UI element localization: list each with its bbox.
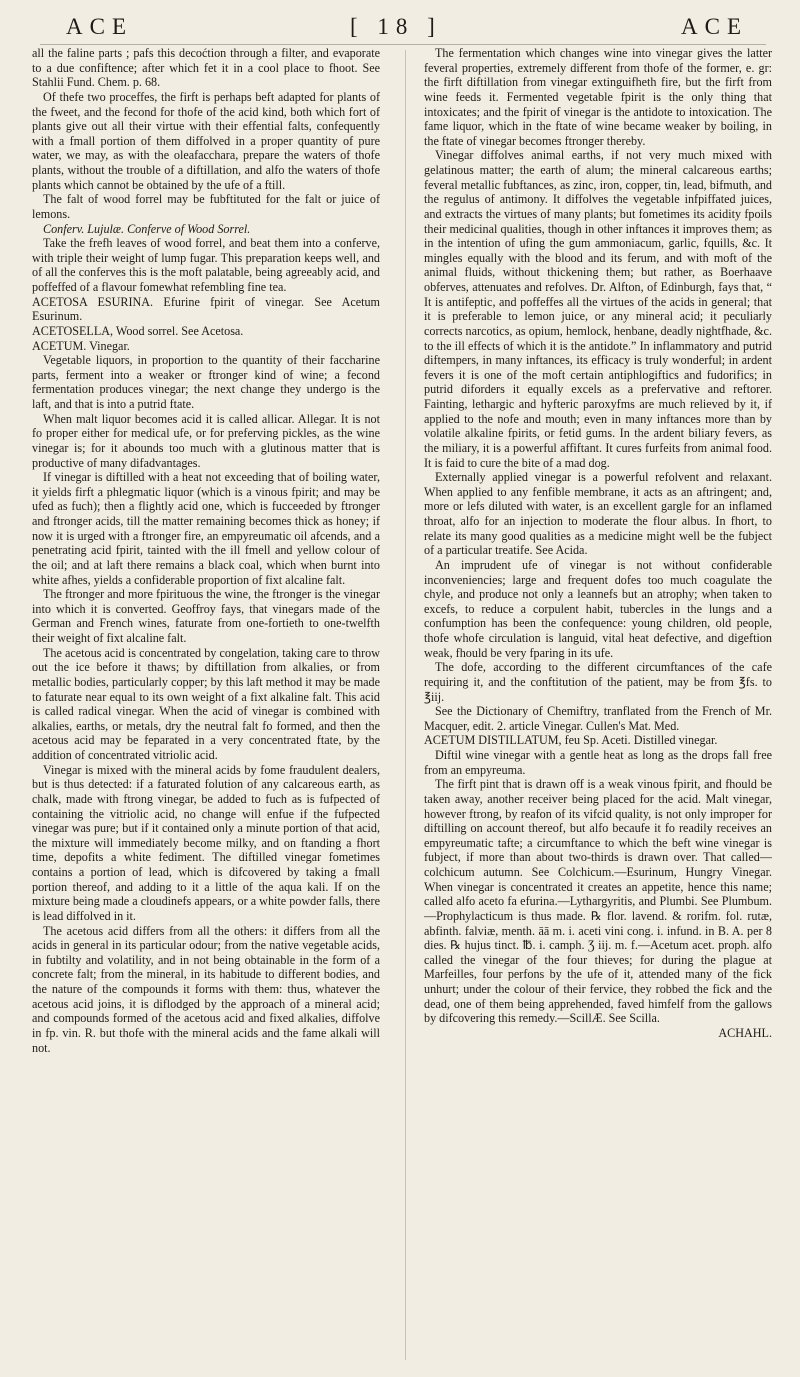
paragraph: Externally applied vinegar is a powerful refolvent and relaxant. When applied to any fenfible membrane, it acts as an aftringent; and, more or lefs diluted with water, is an excellent gargle for an inflamed throat, alfo for an injection to moderate the flour albus. In fhort, to relate its many good qualities as a medicine might well be the fubject of a particular treatife. See Acida.	[424, 470, 772, 558]
paragraph: The acetous acid is concentrated by congelation, taking care to throw out the ice before it thaws; by diftillation from alkalies, or from metallic bodies, particularly copper; by this laft method it may be made to faturate near equal to its own weight of a fixt alkaline falt. This acid is called radical vinegar. When the acid of vinegar is combined with alkalies, earths, or metals, dry the neutral falt fo formed, and then the acetous acid may be feparated in a very concentrated ftate, by the addition of concentrated vitriolic acid.	[32, 645, 380, 762]
entry-heading: ACETUM DISTILLATUM, feu Sp. Aceti. Distilled vinegar.	[424, 733, 718, 748]
paragraph: Vinegar diffolves animal earths, if not very much mixed with gelatinous matter; the earth of alum; the mineral calcareous earths; feveral metallic fubftances, as zinc, iron, copper, tin, lead, bifmuth, and the regulus of antimony. It diffolves the vegetable infpiffated juices, and extracts the virtues of many plants; but fometimes its acidity fpoils their medicinal qualities, though in other inftances it improves them; as in the intention of ufing the gum ammoniacum, garlic, fquills, &c. It mingles equally with the blood and its ferum, and with moft of the animal fluids, without thickening them; but rather, as Boerhaave obferves, attenuates and refolves. Dr. Alfton, of Edinburgh, fays that, “ It is antifeptic, and poffeffes all the virtues of the acids in general; that it is preferable to lemon juice, or any mineral acid; it peculiarly corrects narcotics, as opium, hemlock, henbane, deadly nightfhade, &c. to the ill effects of which it is the antidote.” In inflammatory and putrid diftempers, in many inftances, its efficacy is truly wonderful; in ardent fevers it is one of the moft certain antiphlogiftics and fudorifics; in putrid diforders it equally excels as a prefervative and reftorer. Fainting, lethargic and hyfteric paroxyfms are much relieved by it, if applied to the nofe and mouth; even in many inftances more than by volatile alkaline fpirits, or fetid gums. In the ardent biliary fevers, as the miliary, it is a powerful affiftant. It cures furfeits from animal food. It is faid to cure the bite of a mad dog.	[424, 148, 772, 470]
paragraph: An imprudent ufe of vinegar is not without confiderable inconveniencies; large and frequent dofes too much coagulate the chyle, and produce not only a leannefs but an atrophy; when taken to excefs, to reduce a corpulent habit, tubercles in the lungs and a confumption has been the confequence: young children, old people, thofe whofe circulation is languid, vital heat defective, and digeftion weak, fhould be very fparing in its ufe.	[424, 557, 772, 660]
entry-heading: ACETUM. Vinegar.	[32, 338, 130, 353]
paragraph: Of thefe two proceffes, the firft is perhaps beft adapted for plants of the fweet, and the fecond for thofe of the acid kind, both which fort of plants give out all their virtue with their effential falts, confequently with a fmall portion of them diffolved in a proper quantity of pure water, we may, as with the oleafacchara, prepare the waters of thofe plants, without the trouble of a diftillation, and alfo the waters of thofe plants which cannot be obtained by the ufe of a ftill.	[32, 89, 380, 192]
paragraph: The ftronger and more fpirituous the wine, the ftronger is the vinegar into which it is converted. Geoffroy fays, that vinegars made of the German and French wines, faturate from one-fortieth to one-twelfth their weight of fixt alcaline falt.	[32, 587, 380, 645]
left-column	[32, 46, 380, 1366]
paragraph: The firft pint that is drawn off is a weak vinous fpirit, and fhould be taken away, another receiver being placed for the acid. Malt vinegar, however ftrong, by reafon of its vifcid quality, is not only improper for diftilling on account thereof, but alfo becaufe it fo readily receives an empyreumatic tafte; a circumftance to which the beft wine vinegar is fubject, if more than about two-thirds is drawn over. That called—colchicum autumn. See Colchicum.—Esurinum, Hungry Vinegar. When vinegar is concentrated it creates an appetite, hence this name; called alfo aceto fa efurina.—Lythargyritis, and Plumbi. See Plumbum.—Prophylacticum is thus made. ℞ flor. lavend. & rorifm. fol. rutæ, abfinth. falviæ, menth. āā m. i. aceti vini cong. i. infund. in B. A. per 8 dies. ℞ hujus tinct. ℔. i. camph. Ʒ iij. m. f.—Acetum acet. proph. alfo called the vinegar of the four thieves; for during the plague at Marfeilles, four perfons by the ufe of it, attended many of the fick unhurt; under the colour of their fervice, they robbed the fick and the dead, one of them being apprehended, faved himfelf from the gallows by difcovering this remedy.—ScillÆ. See Scilla.	[424, 777, 772, 1026]
paragraph: The acetous acid differs from all the others: it differs from all the acids in general in its particular odour; from the native vegetable acids, in fubtilty and volatility, and in not being obtainable in the form of a concrete falt; from the mineral, in its habitude to different bodies, and the nature of the compounds it forms with them: thus, whatever the acetous acid joins, it is diflodged by the approach of a mineral acid; and compounds formed of the acetous acid and fixed alkalies, diffolve in fp. vin. R. but thofe with the mineral acids and the fame alkali will not.	[32, 923, 380, 1055]
paragraph: Diftil wine vinegar with a gentle heat as long as the drops fall free from an empyreuma.	[424, 748, 772, 777]
paragraph: Vinegar is mixed with the mineral acids by fome fraudulent dealers, but is thus detected: if a faturated folution of any calcareous earth, as chalk, made with ftrong vinegar, be added to fuch as is fufpected of containing the vitriolic acid, no change will enfue if the fufpected vinegar was pure; but if it contained only a minute portion of that acid, the mixture will immediately become milky, and on ftanding a fhort time, depofits a white fediment. The diftilled vinegar fometimes contains a portion of lead, which is difcovered by taking a fmall portion thereof, and adding to it a little of the aqua kali. If on the mixture being made a cloudinefs appears, or a white powder falls, there is lead diffolved in it.	[32, 762, 380, 923]
header-rule	[40, 44, 766, 45]
header-left-word: ACE	[66, 14, 133, 39]
entry-heading: ACETOSELLA, Wood sorrel. See Acetosa.	[32, 323, 244, 338]
paragraph: The fermentation which changes wine into vinegar gives the latter feveral properties, extremely different from thofe of the former, e. gr: the firft diftillation from vinegar extinguifheth fire, but the firft from wine feeds it. Fermented vegetable fpirit is the only thing that intoxicates; and the fpirit of vinegar is the antidote to intoxication. The fame liquor, which in the ftate of wine became weaker by boiling, in the ftate of vinegar becomes ftronger thereby.	[424, 46, 772, 148]
page-number: [ 18 ]	[350, 14, 442, 39]
column-divider	[405, 50, 406, 1360]
right-column	[424, 46, 772, 1366]
running-header	[32, 14, 768, 48]
subheading: Conferv. Lujulæ. Conferve of Wood Sorrel.	[43, 221, 251, 236]
entry-heading: ACETOSA ESURINA. Efurine fpirit of vinegar. See Acetum Esurinum.	[32, 294, 380, 324]
paragraph: When malt liquor becomes acid it is called allicar. Allegar. It is not fo proper either for medical ufe, or for preferving pickles, as the wine vinegar is; for it abounds too much with a glutinous matter that is productive of many difadvantages.	[32, 411, 380, 470]
paragraph: Vegetable liquors, in proportion to the quantity of their faccharine parts, ferment into a weaker or ftronger kind of wine; a fecond fermentation produces vinegar; the next change they undergo is the laft, and that is into a putrid ftate.	[32, 353, 380, 411]
paragraph: The falt of wood forrel may be fubftituted for the falt or juice of lemons.	[32, 192, 380, 221]
catchword: ACHAHL.	[718, 1025, 772, 1040]
paragraph: If vinegar is diftilled with a heat not exceeding that of boiling water, it yields firft a phlegmatic liquor (which is a vinous fpirit; and may be ufed as fuch); then a flightly acid one, which is fucceeded by ftronger and ftronger acids, till the matter remaining becomes thick as honey; if now it is urged with a ftronger fire, an empyreumatic oil afcends, and a penetrating acid fpirit, tainted with the ill fmell and yellow colour of the oil; and at laft there remains a black coal, which when burnt into white afhes, yields a confiderable proportion of fixt alcaline falt.	[32, 470, 380, 587]
paragraph: The dofe, according to the different circumftances of the cafe requiring it, and the conftitution of the patient, may be from ℥fs. to ℥iij.	[424, 660, 772, 704]
paragraph: See the Dictionary of Chemiftry, tranflated from the French of Mr. Macquer, edit. 2. article Vinegar. Cullen's Mat. Med.	[424, 704, 772, 733]
paragraph: Take the frefh leaves of wood forrel, and beat them into a conferve, with triple their weight of lump fugar. This preparation keeps well, and of all the conferves this is the moft palatable, being agreeably acid, and poffeffed of a flavour fomewhat refembling fine tea.	[32, 236, 380, 294]
header-right-word: ACE	[681, 14, 748, 39]
paragraph: all the faline parts ; pafs this decoćtion through a filter, and evaporate to a due confiftence; after which fet it in a cool place to fhoot. See Stahlii Fund. Chem. p. 68.	[32, 46, 380, 90]
